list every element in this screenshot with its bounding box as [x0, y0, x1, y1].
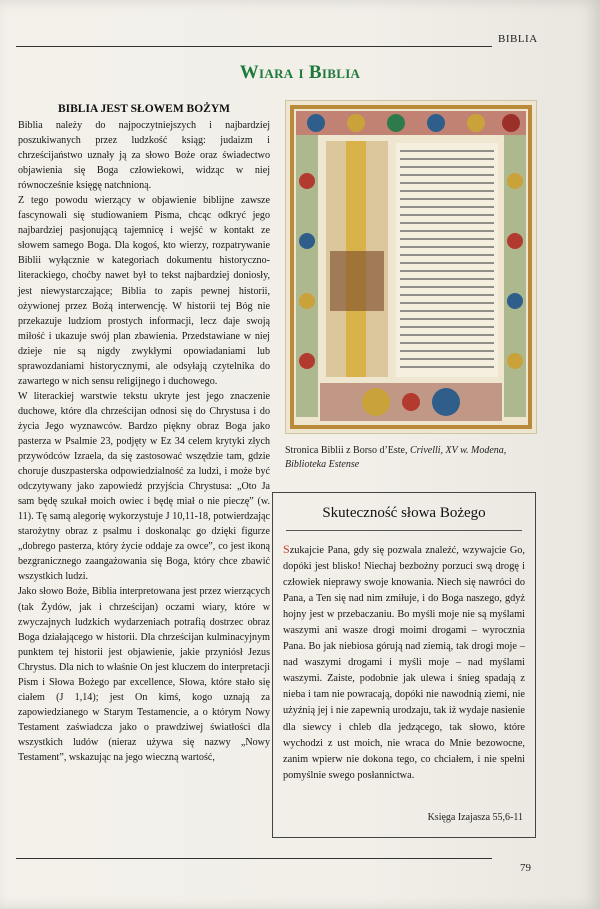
article-paragraph-1: Biblia należy do najpoczytniejszych i najbardziej poszukiwanych przez ludzkość ksiąg: judaizm i chrześcijaństwo uznały ją za słowo Boże oraz świadectwo objawienia się Boga człowiekowi, widząc w niej równocześnie księgę natchnioną. — [18, 120, 270, 192]
box-source: Księga Izajasza 55,6-11 — [427, 812, 523, 823]
illuminated-manuscript-image — [285, 100, 537, 434]
box-title: Skuteczność słowa Bożego — [322, 505, 486, 521]
article-heading: BIBLIA JEST SŁOWEM BOŻYM — [57, 103, 231, 115]
scripture-box — [272, 492, 536, 838]
article-paragraph-3: W literackiej warstwie tekstu ukryte jest jego znaczenie duchowe, które dla chrześcijan odnosi się do Chrystusa i do życia Jego wyznawców. Bardzo piękny obraz Boga jako pasterza w Psalmie 23, podjęty w Ez 34 celem krytyki złych przywódców Izraela, da się zastosować wszędzie tam, gdzie choruje duszpasterska odpowiedzialność za ludzi, i może być odczytywany jako zapowiedź przyjścia Chrystusa: „Oto Ja sam będę szukał moich owiec i będę miał o nie pieczę” (w. 11). Tę samą alegorię wykorzystuje J 10,11-18, potwierdzając starożytny obraz z psalmu i doskonaląc go dzięki figurze „dobrego pasterza, który życie oddaje za owce”, co jest ikoną bezgranicznego zaangażowania się Boga, który chce zbawić wszystkich ludzi. — [18, 390, 270, 583]
caption-text: Stronica Biblii z Borso d’Este, — [285, 445, 410, 456]
box-text — [283, 541, 525, 784]
footer-rule — [16, 858, 492, 859]
section-label: BIBLIA — [498, 33, 538, 45]
box-title-rule — [286, 530, 522, 531]
article-paragraph-2: Z tego powodu wierzący w objawienie biblijne zawsze fascynowali się studiowaniem Pisma, chcąc odkryć jego najbardziej pasjonującą tajemnicę i wejść w kontakt ze słowem samego Boga. Dla kogoś, kto wierzy, rozpatrywanie Biblii wyłącznie w kategoriach dokumentu historyczno-literackiego, choćby nawet był to tekst najbardziej doniosły, jest niewystarczające; Biblia to zapis pewnej historii, ożywionej przez Bożą interwencję. W historii tej Bóg nie przekazuje ludziom prostych informacji, lecz daje swoją miłość i ukazuje swój plan zbawienia. Przedstawiane w niej dzieje nie są nigdy zwykłymi opowiadaniami lub sprawozdaniami historycznymi, ale odsyłają czytelnika do zawartego w nich sensu religijnego i duchowego. — [18, 195, 270, 387]
page-title: Wiara i Biblia — [239, 62, 361, 83]
page-number: 79 — [520, 862, 531, 874]
image-caption — [285, 444, 540, 472]
box-body: zukajcie Pana, gdy się pozwala znaleźć, wzywajcie Go, dopóki jest blisko! Niechaj bezbożny porzuci swą drogę i człowiek nieprawy swoje knowania. Niech się nawróci do Pana, a Ten się nad nim zmiłuje, i do Boga naszego, gdyż hojny jest w przebaczaniu. Bo myśli moje nie są myślami waszymi ani wasze drogi moimi drogami – wyrocznia Pana. Bo jak niebiosa górują nad ziemią, tak drogi moje – nad waszymi drogami i myśli moje – nad myślami waszymi. Zaiste, podobnie jak ulewa i śnieg spadają z nieba i tam nie powracają, dopóki nie nawodnią ziemi, nie użyźnią jej i nie zapewnią urodzaju, tak iż wydaje nasienie dla siewcy i chleb dla jedzącego, tak słowo, które wychodzi z ust moich, nie wraca do Mnie bezowocne, zanim wpierw nie dokona tego, co chciałem, i nie spełni pomyślnie swego posłannictwa. — [283, 545, 525, 781]
header-rule — [16, 46, 492, 47]
article-paragraph-4: Jako słowo Boże, Biblia interpretowana jest przez wierzących (tak Żydów, jak i chrześcijan) oczami wiary, które w zwyczajnych ludzkich wydarzeniach potrafią dostrzec obraz Boga działającego w historii. Dla chrześcijan kulminacyjnym punktem tej historii jest objawienie, jakie przyniósł Jezus Chrystus. Dla nich to właśnie On jest kluczem do interpretacji Pism i Słowa Bożego par excellence, Słowa, które stało się ciałem (J 1,14); jest On kimś, kogo uznają za zapowiedzianego w Starym Testamencie, a o którym Nowy Testament zaświadcza jako o prawdziwej światłości dla wszystkich ludów (nieraz używa się nazwy „Nowy Testament”, wskazując na jego wieczną wartość, — [18, 586, 270, 763]
drop-cap: S — [283, 542, 290, 556]
caption-italic-text: Crivelli, XV w. Modena, Biblioteka Estense — [285, 445, 507, 470]
article-column — [18, 103, 270, 765]
